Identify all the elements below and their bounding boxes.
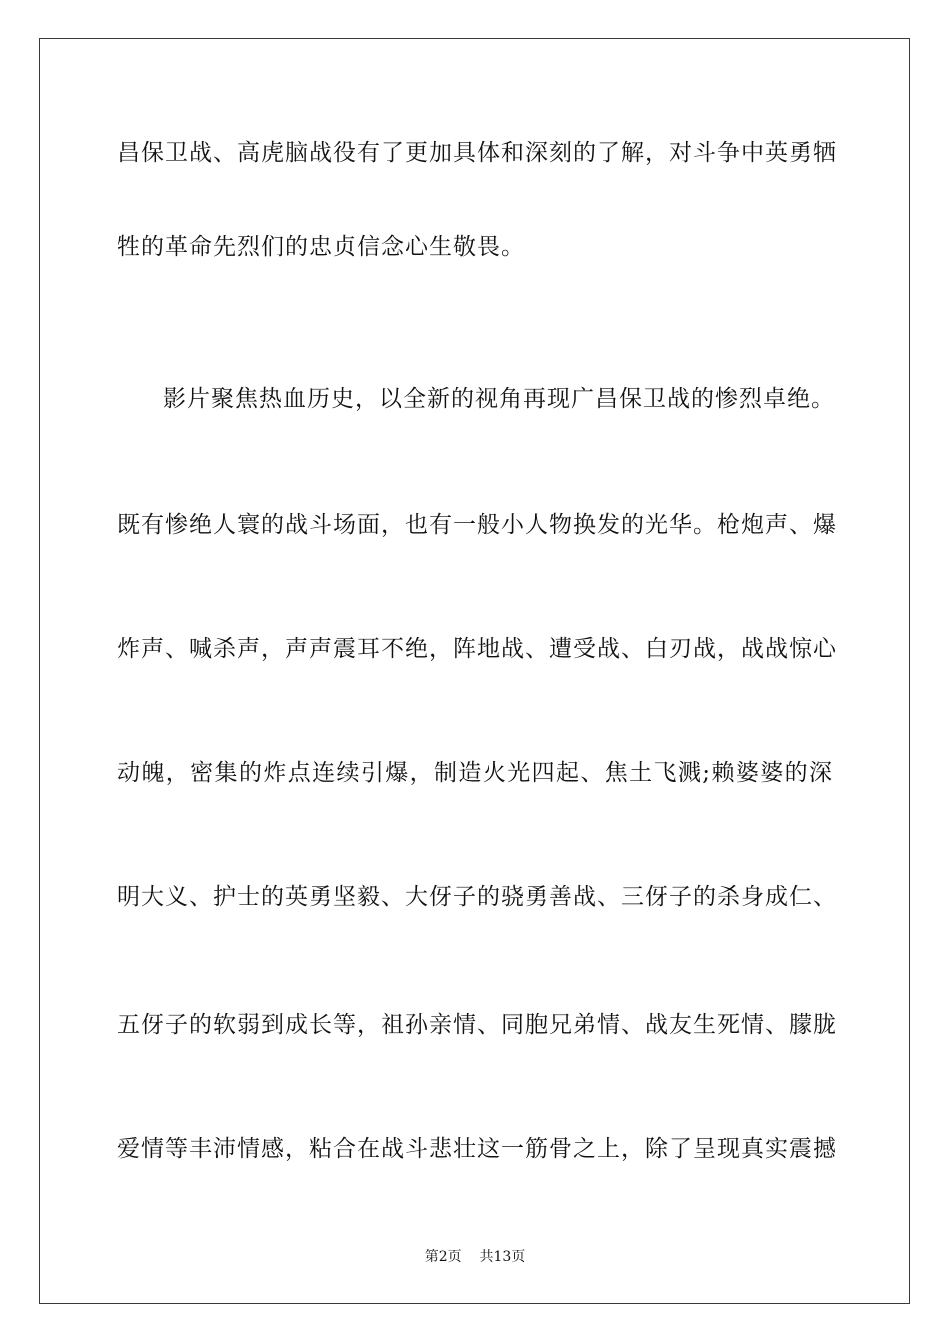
footer-total-unit: 页 bbox=[511, 1249, 526, 1265]
text-line-2: 牲的革命先烈们的忠贞信念心生敬畏。 bbox=[117, 234, 525, 260]
footer-page-unit: 页 bbox=[447, 1249, 462, 1265]
text-line-8: 五伢子的软弱到成长等，祖孙亲情、同胞兄弟情、战友生死情、朦胧 bbox=[117, 1012, 837, 1038]
text-line-4: 既有惨绝人寰的战斗场面，也有一般小人物换发的光华。枪炮声、爆 bbox=[117, 512, 837, 538]
text-line-9: 爱情等丰沛情感，粘合在战斗悲壮这一筋骨之上，除了呈现真实震撼 bbox=[117, 1136, 837, 1162]
footer-total-pages: 13 bbox=[493, 1249, 512, 1265]
text-line-1: 昌保卫战、高虎脑战役有了更加具体和深刻的了解，对斗争中英勇牺 bbox=[117, 140, 837, 166]
text-line-5: 炸声、喊杀声，声声震耳不绝，阵地战、遭受战、白刃战，战战惊心 bbox=[117, 636, 837, 662]
text-line-3: 影片聚焦热血历史，以全新的视角再现广昌保卫战的惨烈卓绝。 bbox=[163, 386, 835, 412]
page-footer bbox=[0, 1248, 950, 1266]
footer-total-label: 共 bbox=[479, 1249, 494, 1265]
text-line-7: 明大义、护士的英勇坚毅、大伢子的骁勇善战、三伢子的杀身成仁、 bbox=[117, 884, 837, 910]
footer-page-number: 2 bbox=[438, 1249, 448, 1265]
page-frame bbox=[39, 38, 910, 1304]
text-line-6: 动魄，密集的炸点连续引爆，制造火光四起、焦土飞溅;赖婆婆的深 bbox=[117, 760, 833, 786]
footer-page-label: 第 bbox=[424, 1249, 439, 1265]
